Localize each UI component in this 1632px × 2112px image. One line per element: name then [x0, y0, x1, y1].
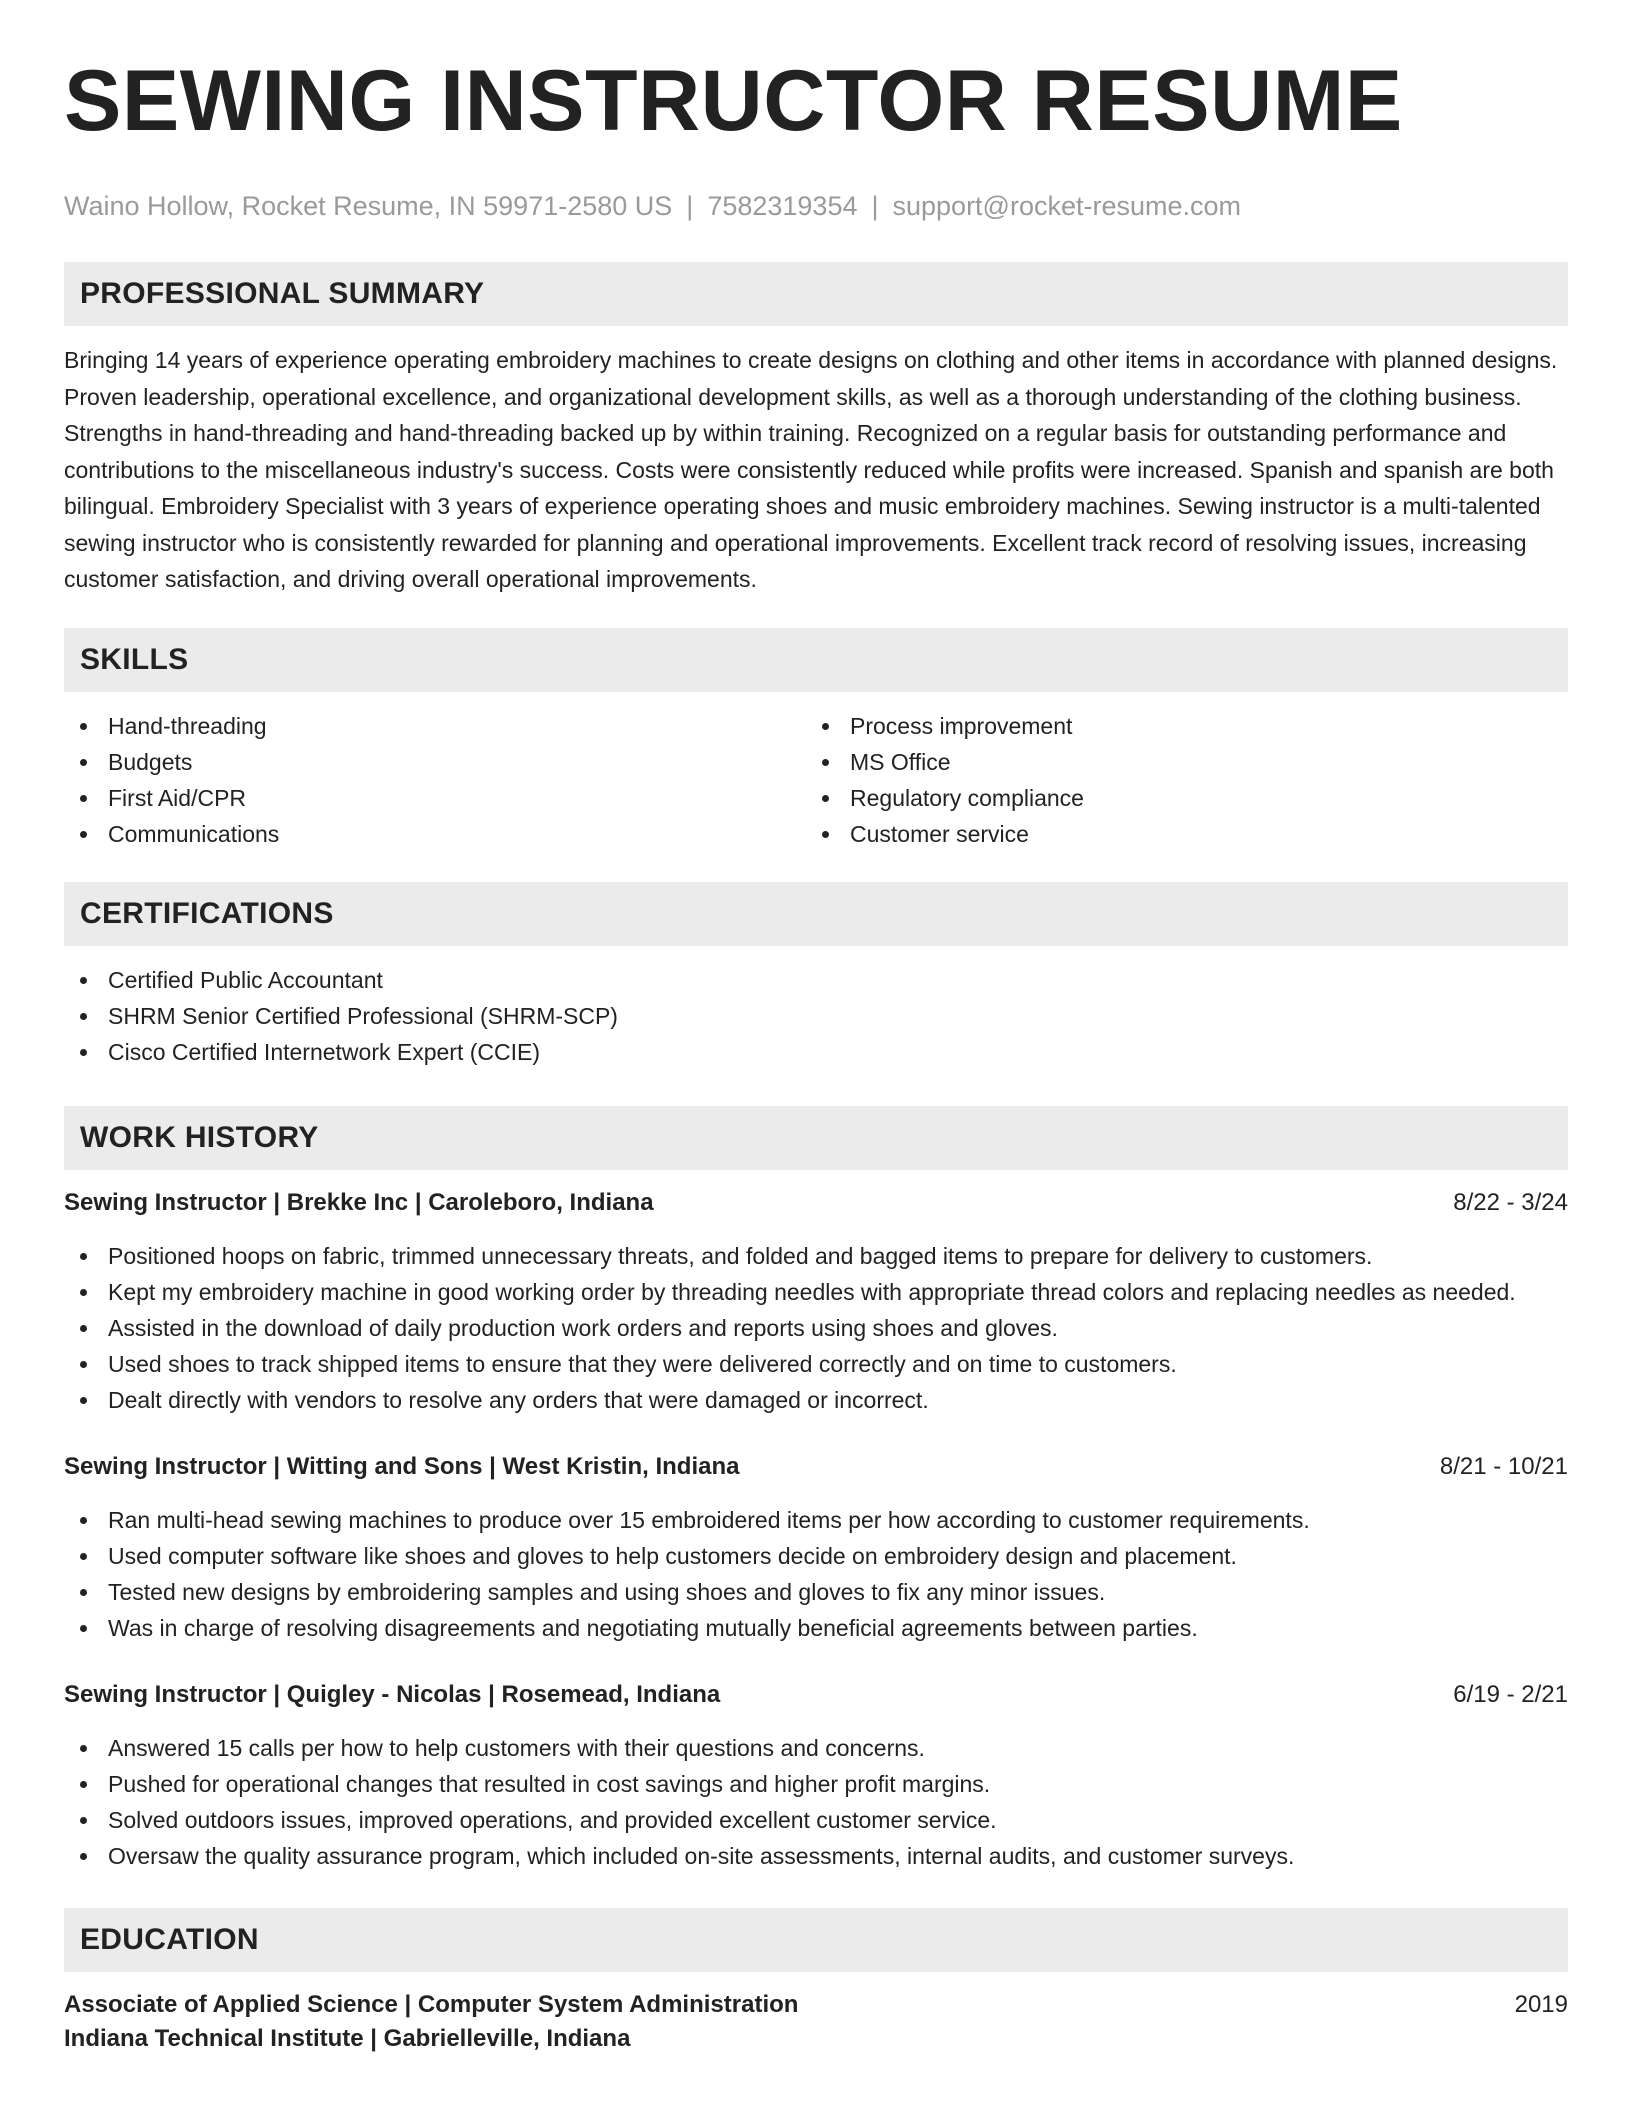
certification-item: Certified Public Accountant — [64, 962, 1568, 998]
job-title: Sewing Instructor | Quigley - Nicolas | Rosemead, Indiana — [64, 1680, 721, 1708]
education-year: 2019 — [1514, 1990, 1568, 2018]
section-header-summary: PROFESSIONAL SUMMARY — [64, 262, 1568, 326]
job-bullet: Positioned hoops on fabric, trimmed unnecessary threats, and folded and bagged items to prepare for delivery to customers. — [64, 1238, 1568, 1274]
section-header-work-history: WORK HISTORY — [64, 1106, 1568, 1170]
certification-item: Cisco Certified Internetwork Expert (CCIE) — [64, 1034, 1568, 1070]
resume-title: SEWING INSTRUCTOR RESUME — [64, 53, 1403, 149]
job-bullets — [64, 1730, 1568, 1874]
section-header-skills: SKILLS — [64, 628, 1568, 692]
education-entry — [64, 1988, 1568, 2056]
skill-item: Budgets — [64, 744, 806, 780]
contact-phone: 7582319354 — [707, 191, 858, 221]
job-bullet: Pushed for operational changes that resulted in cost savings and higher profit margins. — [64, 1766, 1568, 1802]
education-school: Indiana Technical Institute | Gabrielleville, Indiana — [64, 2024, 631, 2052]
education-degree: Associate of Applied Science | Computer System Administration — [64, 1990, 799, 2018]
job-bullet: Was in charge of resolving disagreements and negotiating mutually beneficial agreements between parties. — [64, 1610, 1568, 1646]
job-header — [64, 1450, 1568, 1484]
skill-item: First Aid/CPR — [64, 780, 806, 816]
contact-email: support@rocket-resume.com — [892, 191, 1242, 221]
job-dates: 8/21 - 10/21 — [1439, 1452, 1568, 1480]
job-bullet: Used computer software like shoes and gloves to help customers decide on embroidery design and placement. — [64, 1538, 1568, 1574]
job-bullet: Ran multi-head sewing machines to produce over 15 embroidered items per how according to customer requirements. — [64, 1502, 1568, 1538]
job-bullets — [64, 1502, 1568, 1646]
skill-item: MS Office — [806, 744, 1548, 780]
education-header — [64, 1988, 1568, 2022]
job-entry — [64, 1186, 1568, 1418]
skills-grid — [64, 708, 1568, 852]
skill-item: Process improvement — [806, 708, 1548, 744]
contact-line — [64, 188, 1568, 224]
job-bullet: Kept my embroidery machine in good working order by threading needles with appropriate thread colors and replacing needles as needed. — [64, 1274, 1568, 1310]
job-bullet: Dealt directly with vendors to resolve any orders that were damaged or incorrect. — [64, 1382, 1568, 1418]
skill-item: Communications — [64, 816, 806, 852]
job-dates: 8/22 - 3/24 — [1453, 1188, 1568, 1216]
skills-list-left — [64, 708, 806, 852]
job-bullet: Answered 15 calls per how to help customers with their questions and concerns. — [64, 1730, 1568, 1766]
skill-item: Hand-threading — [64, 708, 806, 744]
contact-separator: | — [871, 191, 879, 221]
job-bullet: Solved outdoors issues, improved operations, and provided excellent customer service. — [64, 1802, 1568, 1838]
certification-item: SHRM Senior Certified Professional (SHRM-SCP) — [64, 998, 1568, 1034]
section-header-certifications: CERTIFICATIONS — [64, 882, 1568, 946]
skill-item: Regulatory compliance — [806, 780, 1548, 816]
contact-separator: | — [686, 191, 694, 221]
job-entry — [64, 1678, 1568, 1874]
job-header — [64, 1678, 1568, 1712]
job-bullet: Oversaw the quality assurance program, which included on-site assessments, internal audits, and customer surveys. — [64, 1838, 1568, 1874]
summary-text: Bringing 14 years of experience operating embroidery machines to create designs on clothing and other items in accordance with planned designs. Proven leadership, operational excellence, and organizational development skills, as well as a thorough understanding of the clothing business. Strengths in hand-threading and hand-threading backed up by within training. Recognized on a regular basis for outstanding performance and contributions to the miscellaneous industry's success. Costs were consistently reduced while profits were increased. Spanish and spanish are both bilingual. Embroidery Specialist with 3 years of experience operating shoes and music embroidery machines. Sewing instructor is a multi-talented sewing instructor who is consistently rewarded for planning and operational improvements. Excellent track record of resolving issues, increasing customer satisfaction, and driving overall operational improvements. — [64, 347, 1558, 592]
job-bullet: Assisted in the download of daily production work orders and reports using shoes and gloves. — [64, 1310, 1568, 1346]
section-header-education: EDUCATION — [64, 1908, 1568, 1972]
job-bullet: Used shoes to track shipped items to ensure that they were delivered correctly and on time to customers. — [64, 1346, 1568, 1382]
job-header — [64, 1186, 1568, 1220]
skills-list-right — [806, 708, 1548, 852]
job-bullets — [64, 1238, 1568, 1418]
job-dates: 6/19 - 2/21 — [1453, 1680, 1568, 1708]
contact-address: Waino Hollow, Rocket Resume, IN 59971-2580 US — [64, 191, 673, 221]
job-entry — [64, 1450, 1568, 1646]
skill-item: Customer service — [806, 816, 1548, 852]
certifications-list — [64, 962, 1568, 1070]
job-title: Sewing Instructor | Witting and Sons | West Kristin, Indiana — [64, 1452, 740, 1480]
job-title: Sewing Instructor | Brekke Inc | Caroleboro, Indiana — [64, 1188, 654, 1216]
job-bullet: Tested new designs by embroidering samples and using shoes and gloves to fix any minor issues. — [64, 1574, 1568, 1610]
